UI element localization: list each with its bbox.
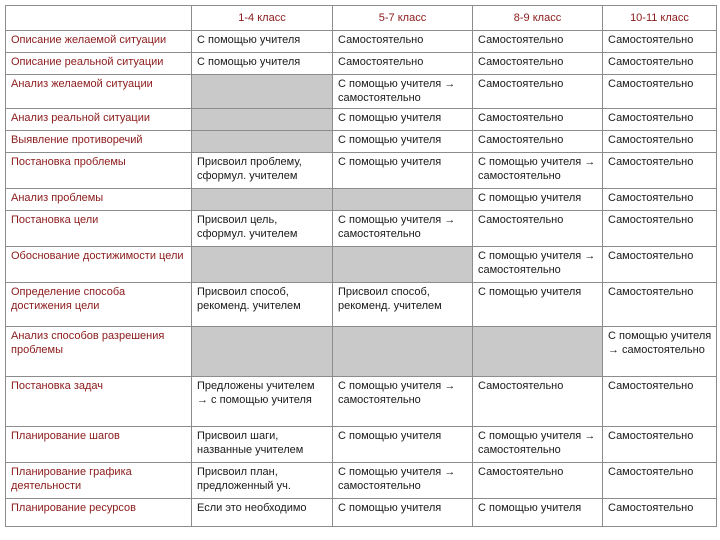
table-row — [6, 211, 717, 247]
row-label: Планирование графика деятельности — [6, 463, 192, 499]
table-cell: Самостоятельно — [603, 377, 717, 427]
table-cell: Самостоятельно — [333, 31, 473, 53]
row-label: Анализ проблемы — [6, 189, 192, 211]
row-label: Описание реальной ситуации — [6, 53, 192, 75]
header-grade-8-9: 8-9 класс — [473, 6, 603, 31]
table-cell: Самостоятельно — [603, 109, 717, 131]
table-cell: С помощью учителя — [333, 153, 473, 189]
table-body — [6, 31, 717, 527]
table-cell: Если это необходимо — [192, 499, 333, 527]
table-row — [6, 499, 717, 527]
header-grade-5-7: 5-7 класс — [333, 6, 473, 31]
table-cell: С помощью учителя — [192, 53, 333, 75]
table-cell: Самостоятельно — [473, 463, 603, 499]
row-label: Обоснование достижимости цели — [6, 247, 192, 283]
table-cell: Самостоятельно — [333, 53, 473, 75]
grade-skills-table — [5, 5, 717, 527]
table-row — [6, 75, 717, 109]
table-cell — [192, 247, 333, 283]
table-row — [6, 463, 717, 499]
table-cell — [333, 247, 473, 283]
table-cell: Присвоил план, предложенный уч. — [192, 463, 333, 499]
table-cell — [473, 327, 603, 377]
table-cell — [192, 131, 333, 153]
table-row — [6, 53, 717, 75]
table-cell: С помощью учителя — [473, 189, 603, 211]
table-cell — [192, 75, 333, 109]
table-cell: Присвоил способ, рекоменд. учителем — [192, 283, 333, 327]
table-cell: Самостоятельно — [473, 131, 603, 153]
table-cell — [192, 189, 333, 211]
row-label: Анализ желаемой ситуации — [6, 75, 192, 109]
table-row — [6, 189, 717, 211]
header-grade-1-4: 1-4 класс — [192, 6, 333, 31]
row-label: Постановка проблемы — [6, 153, 192, 189]
header-grade-10-11: 10-11 класс — [603, 6, 717, 31]
table-row — [6, 327, 717, 377]
table-cell: Самостоятельно — [603, 427, 717, 463]
table-row — [6, 109, 717, 131]
table-cell: Самостоятельно — [473, 31, 603, 53]
table-cell: С помощью учителя → самостоятельно — [473, 153, 603, 189]
table-row — [6, 247, 717, 283]
table-cell: С помощью учителя — [333, 131, 473, 153]
row-label: Анализ реальной ситуации — [6, 109, 192, 131]
table-row — [6, 31, 717, 53]
row-label: Постановка цели — [6, 211, 192, 247]
header-row — [6, 6, 717, 31]
table-cell: Самостоятельно — [603, 211, 717, 247]
table-row — [6, 377, 717, 427]
table-cell: С помощью учителя — [473, 283, 603, 327]
row-label: Анализ способов разрешения проблемы — [6, 327, 192, 377]
table-cell: С помощью учителя → самостоятельно — [473, 427, 603, 463]
table-cell: С помощью учителя — [333, 427, 473, 463]
table-row — [6, 427, 717, 463]
table-cell: С помощью учителя — [192, 31, 333, 53]
table-cell: Присвоил проблему, сформул. учителем — [192, 153, 333, 189]
row-label: Планирование шагов — [6, 427, 192, 463]
table-cell — [192, 327, 333, 377]
table-cell: С помощью учителя → самостоятельно — [333, 75, 473, 109]
table-cell: С помощью учителя → самостоятельно — [603, 327, 717, 377]
table-cell: Присвоил цель, сформул. учителем — [192, 211, 333, 247]
table-cell: Самостоятельно — [603, 31, 717, 53]
table-cell: С помощью учителя → самостоятельно — [333, 211, 473, 247]
row-label: Постановка задач — [6, 377, 192, 427]
table-cell: Самостоятельно — [603, 283, 717, 327]
row-label: Определение способа достижения цели — [6, 283, 192, 327]
table-cell: Самостоятельно — [603, 131, 717, 153]
table-row — [6, 153, 717, 189]
table-cell — [333, 189, 473, 211]
row-label: Выявление противоречий — [6, 131, 192, 153]
table-cell: С помощью учителя → самостоятельно — [473, 247, 603, 283]
table-cell: С помощью учителя — [473, 499, 603, 527]
row-label: Планирование ресурсов — [6, 499, 192, 527]
table-cell: Самостоятельно — [603, 247, 717, 283]
table-cell: Самостоятельно — [603, 53, 717, 75]
table-cell: С помощью учителя — [333, 499, 473, 527]
table-cell: Самостоятельно — [473, 377, 603, 427]
table-cell: Самостоятельно — [473, 75, 603, 109]
table-cell: Самостоятельно — [603, 75, 717, 109]
table-cell: Присвоил способ, рекоменд. учителем — [333, 283, 473, 327]
table-cell: С помощью учителя → самостоятельно — [333, 463, 473, 499]
table-cell: Самостоятельно — [603, 499, 717, 527]
table-row — [6, 283, 717, 327]
table-cell — [333, 327, 473, 377]
table-cell: Самостоятельно — [473, 53, 603, 75]
table-cell — [192, 109, 333, 131]
table-cell: Присвоил шаги, названные учителем — [192, 427, 333, 463]
table-row — [6, 131, 717, 153]
table-cell: Самостоятельно — [603, 189, 717, 211]
table-cell: Самостоятельно — [473, 109, 603, 131]
table-cell: Самостоятельно — [603, 153, 717, 189]
table-cell: Самостоятельно — [473, 211, 603, 247]
table-cell: С помощью учителя — [333, 109, 473, 131]
table-cell: Предложены учителем → с помощью учителя — [192, 377, 333, 427]
header-corner — [6, 6, 192, 31]
table-cell: С помощью учителя → самостоятельно — [333, 377, 473, 427]
table-cell: Самостоятельно — [603, 463, 717, 499]
row-label: Описание желаемой ситуации — [6, 31, 192, 53]
